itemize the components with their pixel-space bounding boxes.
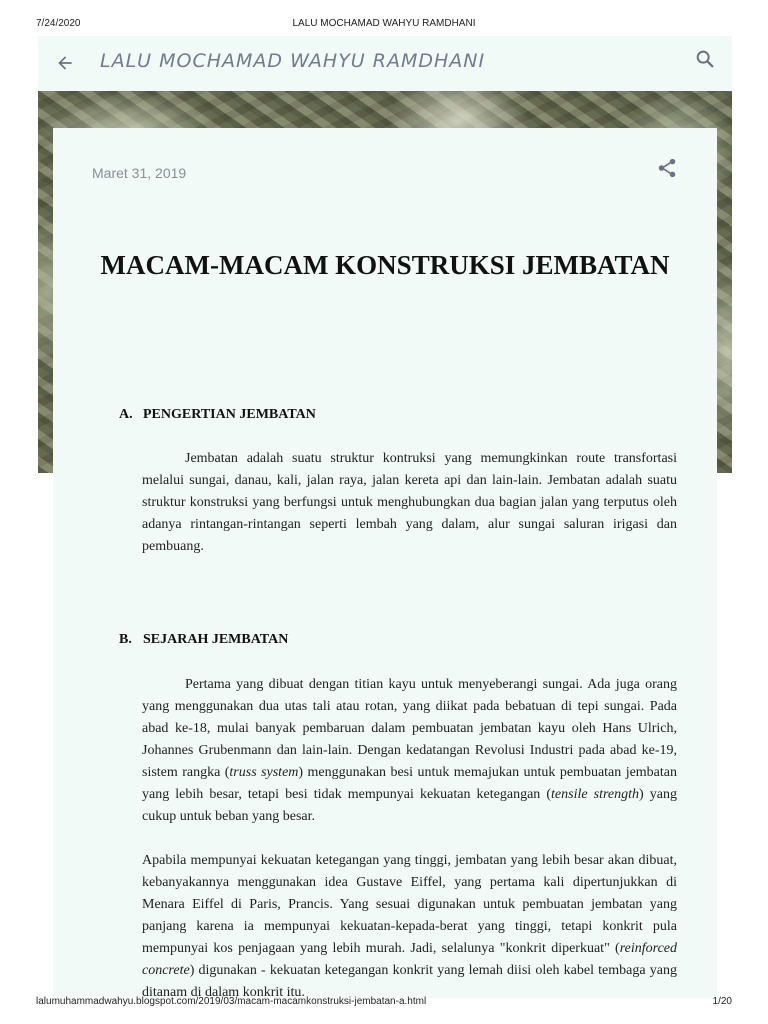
post-date[interactable]: Maret 31, 2019 [92, 165, 187, 181]
paragraph: Jembatan adalah suatu struktur kontruksi yang memungkinkan route transfortasi melalui sungai, danau, kali, jalan raya, jalan kereta api dan lain-lain. Jembatan adalah suatu struktur konstruksi yang berfungsi untuk menghubungkan dua bagian jalan yang terputus oleh adanya rintangan-rintangan seperti lembah yang dalam, alur sungai saluran irigasi dan pembuang. [142, 451, 677, 554]
site-title[interactable]: LALU MOCHAMAD WAHYU RAMDHANI [100, 50, 486, 72]
section-heading-a [119, 407, 316, 423]
print-footer [0, 992, 768, 1024]
text-run: Apabila mempunyai kekuatan ketegangan yang tinggi, jembatan yang lebih besar akan dibuat, kebanyakannya menggunakan idea Gustave Eiffel, yang pertama kali dipertunjukkan di Menara Eiffel di Paris, Prancis. Yang sesuai digunakan untuk pembuatan jembatan yang panjang karena ia mempunyai kekuatan-kepada-berat yang tinggi, tetapi konkrit pula mempunyai kos penjagaan yang lebih murah. Jadi, selalunya "konkrit diperkuat" ( [142, 853, 677, 956]
post-title: MACAM-MACAM KONSTRUKSI JEMBATAN [100, 250, 670, 280]
text-run: ) yang cukup untuk beban yang besar. [142, 787, 677, 824]
share-icon [656, 157, 678, 179]
print-page-number: 1/20 [712, 996, 732, 1007]
print-header [0, 0, 768, 40]
section-marker: B. [119, 632, 132, 647]
italic-term: tensile strength [551, 787, 640, 802]
share-button[interactable] [654, 155, 680, 181]
arrow-back-icon [55, 53, 75, 73]
print-date: 7/24/2020 [36, 18, 81, 29]
section-heading-b [119, 632, 288, 648]
italic-term: truss system [229, 765, 299, 780]
search-icon [694, 48, 716, 70]
text-run: ) menggunakan besi untuk memajukan untuk pembuatan jembatan yang lebih besar, tetapi besi tidak mempunyai kekuatan ketegangan ( [142, 765, 678, 802]
back-button[interactable] [50, 48, 80, 78]
section-marker: A. [119, 407, 133, 422]
print-title: LALU MOCHAMAD WAHYU RAMDHANI [292, 18, 476, 29]
paragraph [142, 850, 677, 1004]
post-card [53, 128, 717, 998]
section-title: PENGERTIAN JEMBATAN [143, 407, 316, 422]
paragraph [142, 674, 677, 828]
italic-term: reinforced concrete [142, 941, 677, 978]
text-run: Pertama yang dibuat dengan titian kayu untuk menyeberangi sungai. Ada juga orang yang menggunakan dua utas tali atau rotan, yang diikat pada bebatuan di tepi sungai. Pada abad ke-18, mulai banyak pembaruan dalam pembuatan jembatan kayu oleh Hans Ulrich, Johannes Grubenmann dan lain-lain. Dengan kedatangan Revolusi Industri pada abad ke-19, sistem rangka ( [142, 677, 677, 780]
print-url: lalumuhammadwahyu.blogspot.com/2019/03/macam-macamkonstruksi-jembatan-a.html [36, 996, 427, 1007]
app-header [38, 36, 732, 91]
section-title: SEJARAH JEMBATAN [143, 632, 289, 647]
blog-page [38, 36, 732, 1000]
search-button[interactable] [690, 44, 720, 74]
text-run: ) digunakan - kekuatan ketegangan konkrit yang lemah diisi oleh kabel tembaga yang ditanam di dalam konkrit itu. [142, 963, 677, 1000]
